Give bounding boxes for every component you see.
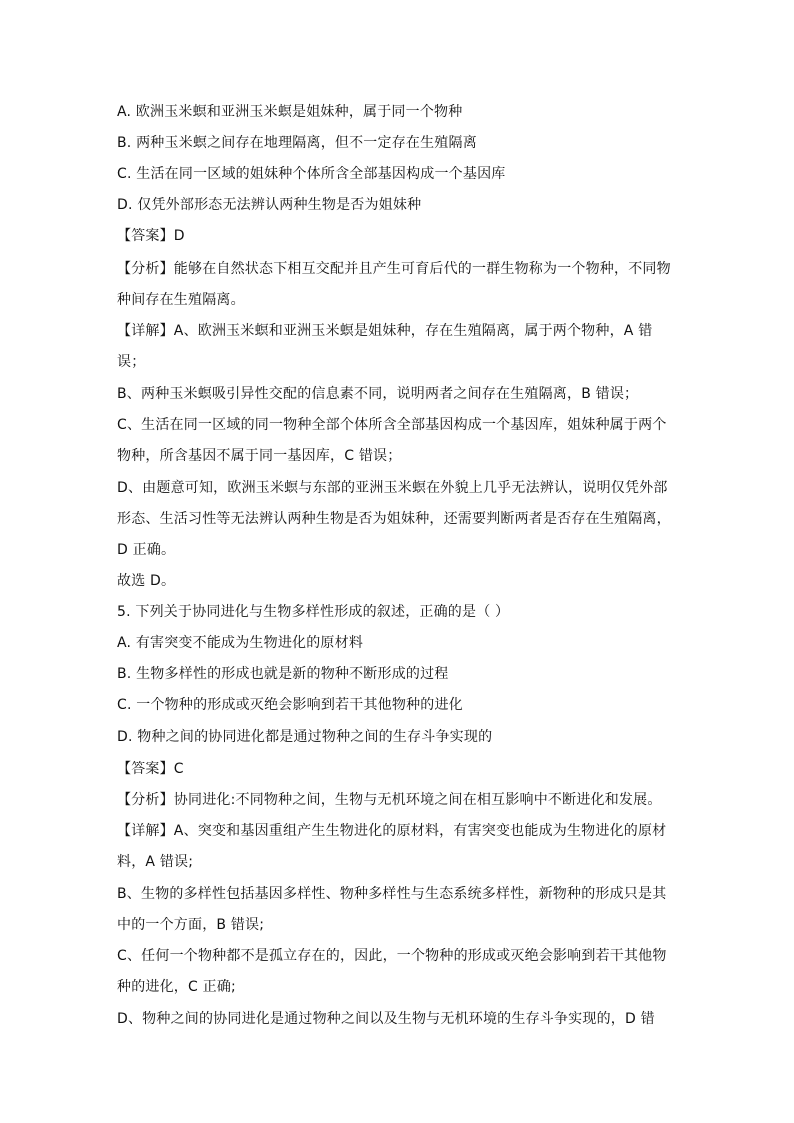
q5-detail-line-5: C、任何一个物种都不是孤立存在的，因此，一个物种的形成或灭绝会影响到若干其他物 (117, 948, 667, 964)
q4-analysis-line-1: 【分析】能够在自然状态下相互交配并且产生可育后代的一群生物称为一个物种，不同物 (117, 261, 671, 277)
q4-detail-line-3: B、两种玉米螟吸引异性交配的信息素不同，说明两者之间存在生殖隔离，B 错误； (117, 386, 639, 402)
q5-option-c: C. 一个物种的形成或灭绝会影响到若干其他物种的进化 (117, 697, 463, 713)
q5-detail-line-7: D、物种之间的协同进化是通过物种之间以及生物与无机环境的生存斗争实现的，D 错 (117, 1011, 655, 1027)
q4-analysis-line-2: 种间存在生殖隔离。 (117, 292, 245, 308)
q4-detail-line-4: C、生活在同一区域的同一物种全部个体所含全部基因构成一个基因库，姐妹种属于两个 (117, 417, 667, 433)
q5-answer: 【答案】C (117, 761, 184, 777)
q4-detail-line-5: 物种，所含基因不属于同一基因库，C 错误； (117, 448, 402, 464)
q5-option-a: A. 有害突变不能成为生物进化的原材料 (117, 635, 364, 651)
q5-stem: 5. 下列关于协同进化与生物多样性形成的叙述，正确的是（ ） (117, 604, 510, 620)
q5-detail-line-1: 【详解】A、突变和基因重组产生生物进化的原材料，有害突变也能成为生物进化的原材 (117, 823, 667, 839)
q5-detail-line-2: 料，A 错误; (117, 854, 194, 870)
q4-conclusion: 故选 D。 (117, 573, 176, 589)
q5-detail-line-6: 种的进化，C 正确; (117, 979, 236, 995)
q4-detail-line-2: 误； (117, 354, 146, 370)
q5-option-d: D. 物种之间的协同进化都是通过物种之间的生存斗争实现的 (117, 729, 493, 745)
q4-option-a: A. 欧洲玉米螟和亚洲玉米螟是姐妹种，属于同一个物种 (117, 104, 463, 120)
q4-detail-line-8: D 正确。 (117, 542, 176, 558)
q5-detail-line-4: 中的一个方面，B 错误; (117, 917, 265, 933)
q5-option-b: B. 生物多样性的形成也就是新的物种不断形成的过程 (117, 666, 449, 682)
q4-detail-line-7: 形态、生活习性等无法辨认两种生物是否为姐妹种，还需要判断两者是否存在生殖隔离， (117, 511, 671, 527)
q4-option-b: B. 两种玉米螟之间存在地理隔离，但不一定存在生殖隔离 (117, 135, 477, 151)
q5-detail-line-3: B、生物的多样性包括基因多样性、物种多样性与生态系统多样性，新物种的形成只是其 (117, 886, 667, 902)
q4-detail-line-6: D、由题意可知，欧洲玉米螟与东部的亚洲玉米螟在外貌上几乎无法辨认，说明仅凭外部 (117, 480, 668, 496)
q4-option-c: C. 生活在同一区域的姐妹种个体所含全部基因构成一个基因库 (117, 166, 506, 182)
q4-option-d: D. 仅凭外部形态无法辨认两种生物是否为姐妹种 (117, 197, 422, 213)
q5-analysis-line-1: 【分析】协同进化:不同物种之间，生物与无机环境之间在相互影响中不断进化和发展。 (117, 792, 662, 808)
q4-detail-line-1: 【详解】A、欧洲玉米螟和亚洲玉米螟是姐妹种，存在生殖隔离，属于两个物种，A 错 (117, 323, 653, 339)
q4-answer: 【答案】D (117, 228, 185, 244)
